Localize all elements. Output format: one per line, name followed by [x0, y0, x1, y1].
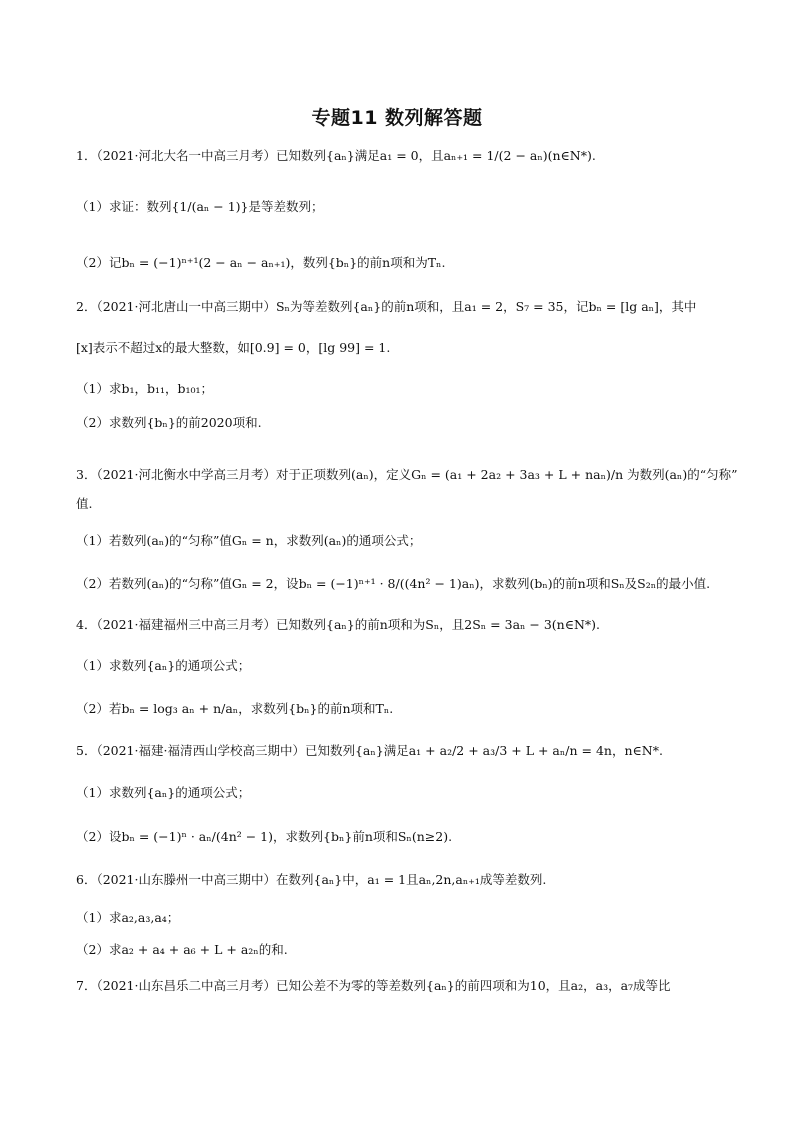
problem-4-part-2: （2）若bₙ = log₃ aₙ + n/aₙ，求数列{bₙ}的前n项和Tₙ.	[76, 701, 394, 716]
problem-3-statement-cont: 值.	[76, 496, 93, 511]
problem-6-part-1: （1）求a₂,a₃,a₄；	[76, 910, 180, 925]
problem-1-statement: 1．（2021·河北大名一中高三月考）已知数列{aₙ}满足a₁ = 0，且aₙ₊₁ = 1/(2 − aₙ)(n∈N*).	[76, 148, 596, 163]
problem-2-statement-cont: [x]表示不超过x的最大整数，如[0.9] = 0，[lg 99] = 1.	[76, 340, 391, 355]
problem-3-statement: 3．（2021·河北衡水中学高三月考）对于正项数列(aₙ)，定义Gₙ = (a₁ + 2a₂ + 3a₃ + L + naₙ)/n 为数列(aₙ)的“匀称”	[76, 467, 738, 482]
page-title: 专题11 数列解答题	[311, 107, 483, 129]
problem-7-statement: 7．（2021·山东昌乐二中高三月考）已知公差不为零的等差数列{aₙ}的前四项和为10，且a₂，a₃，a₇成等比	[76, 978, 671, 993]
problem-3-part-2: （2）若数列(aₙ)的“匀称”值Gₙ = 2，设bₙ = (−1)ⁿ⁺¹ · 8/((4n² − 1)aₙ)，求数列(bₙ)的前n项和Sₙ及S₂ₙ的最小值.	[76, 576, 711, 591]
problem-4-statement: 4．（2021·福建福州三中高三月考）已知数列{aₙ}的前n项和为Sₙ，且2Sₙ = 3aₙ − 3(n∈N*).	[76, 617, 601, 632]
problem-2-statement: 2．（2021·河北唐山一中高三期中）Sₙ为等差数列{aₙ}的前n项和，且a₁ = 2，S₇ = 35，记bₙ = [lg aₙ]，其中	[76, 299, 697, 314]
problem-2-part-2: （2）求数列{bₙ}的前2020项和.	[76, 415, 262, 430]
problem-5-statement: 5．（2021·福建·福清西山学校高三期中）已知数列{aₙ}满足a₁ + a₂/2 + a₃/3 + L + aₙ/n = 4n，n∈N*.	[76, 743, 663, 758]
problem-6-part-2: （2）求a₂ + a₄ + a₆ + L + a₂ₙ的和.	[76, 942, 288, 957]
problem-4-part-1: （1）求数列{aₙ}的通项公式；	[76, 658, 251, 673]
problem-1-part-1: （1）求证：数列{1/(aₙ − 1)}是等差数列；	[76, 199, 324, 214]
problem-6-statement: 6．（2021·山东滕州一中高三期中）在数列{aₙ}中，a₁ = 1且aₙ,2n,aₙ₊₁成等差数列.	[76, 872, 547, 887]
problem-1-part-2: （2）记bₙ = (−1)ⁿ⁺¹(2 − aₙ − aₙ₊₁)，数列{bₙ}的前n项和为Tₙ.	[76, 255, 446, 270]
problem-3-part-1: （1）若数列(aₙ)的“匀称”值Gₙ = n，求数列(aₙ)的通项公式；	[76, 533, 422, 548]
problem-5-part-2: （2）设bₙ = (−1)ⁿ · aₙ/(4n² − 1)，求数列{bₙ}前n项和Sₙ(n≥2).	[76, 829, 453, 844]
problem-2-part-1: （1）求b₁，b₁₁，b₁₀₁；	[76, 381, 214, 396]
problem-5-part-1: （1）求数列{aₙ}的通项公式；	[76, 785, 251, 800]
